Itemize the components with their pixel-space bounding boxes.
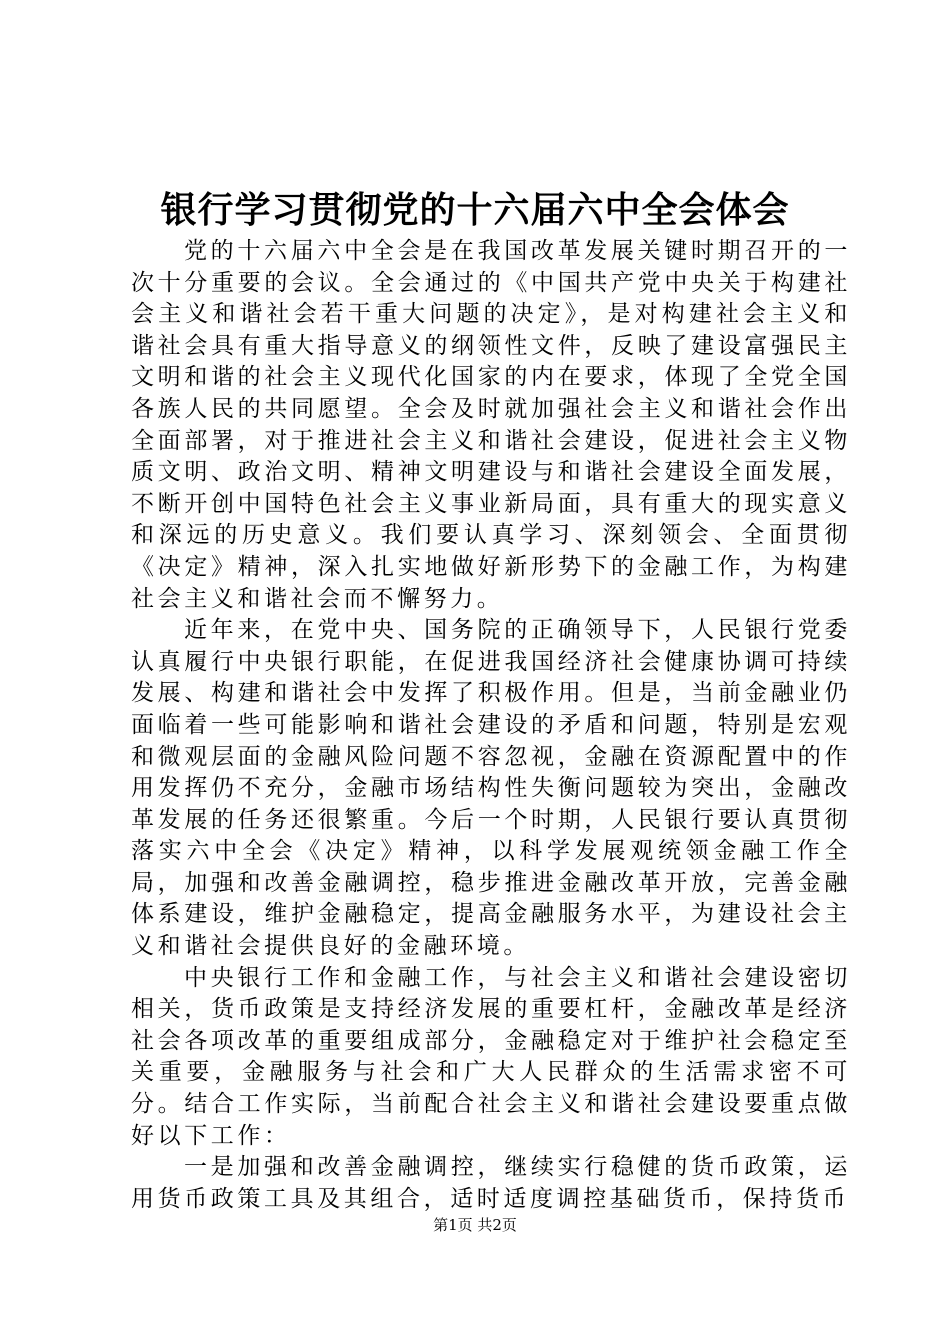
document-body — [131, 236, 851, 1215]
paragraph: 一是加强和改善金融调控，继续实行稳健的货币政策，运用货币政策工具及其组合，适时适度调控基础货币，保持货币 — [131, 1154, 851, 1212]
paragraph: 党的十六届六中全会是在我国改革发展关键时期召开的一次十分重要的会议。全会通过的《中国共产党中央关于构建社会主义和谐社会若干重大问题的决定》，是对构建社会主义和谐社会具有重大指导意义的纲领性文件，反映了建设富强民主文明和谐的社会主义现代化国家的内在要求，体现了全党全国各族人民的共同愿望。全会及时就加强社会主义和谐社会作出全面部署，对于推进社会主义和谐社会建设，促进社会主义物质文明、政治文明、精神文明建设与和谐社会建设全面发展，不断开创中国特色社会主义事业新局面，具有重大的现实意义和深远的历史意义。我们要认真学习、深刻领会、全面贯彻《决定》精神，深入扎实地做好新形势下的金融工作，为构建社会主义和谐社会而不懈努力。 — [131, 238, 851, 612]
document-title: 银行学习贯彻党的十六届六中全会体会 — [160, 189, 790, 231]
paragraph: 中央银行工作和金融工作，与社会主义和谐社会建设密切相关，货币政策是支持经济发展的重要杠杆，金融改革是经济社会各项改革的重要组成部分，金融稳定对于维护社会稳定至关重要，金融服务与社会和广大人民群众的生活需求密不可分。结合工作实际，当前配合社会主义和谐社会建设要重点做好以下工作： — [131, 964, 851, 1149]
paragraph: 近年来，在党中央、国务院的正确领导下，人民银行党委认真履行中央银行职能，在促进我国经济社会健康协调可持续发展、构建和谐社会中发挥了积极作用。但是，当前金融业仍面临着一些可能影响和谐社会建设的矛盾和问题，特别是宏观和微观层面的金融风险问题不容忽视，金融在资源配置中的作用发挥仍不充分，金融市场结构性失衡问题较为突出，金融改革发展的任务还很繁重。今后一个时期，人民银行要认真贯彻落实六中全会《决定》精神，以科学发展观统领金融工作全局，加强和改善金融调控，稳步推进金融改革开放，完善金融体系建设，维护金融稳定，提高金融服务水平，为建设社会主义和谐社会提供良好的金融环境。 — [131, 617, 851, 960]
page-number-footer: 第1页 共2页 — [433, 1216, 517, 1234]
